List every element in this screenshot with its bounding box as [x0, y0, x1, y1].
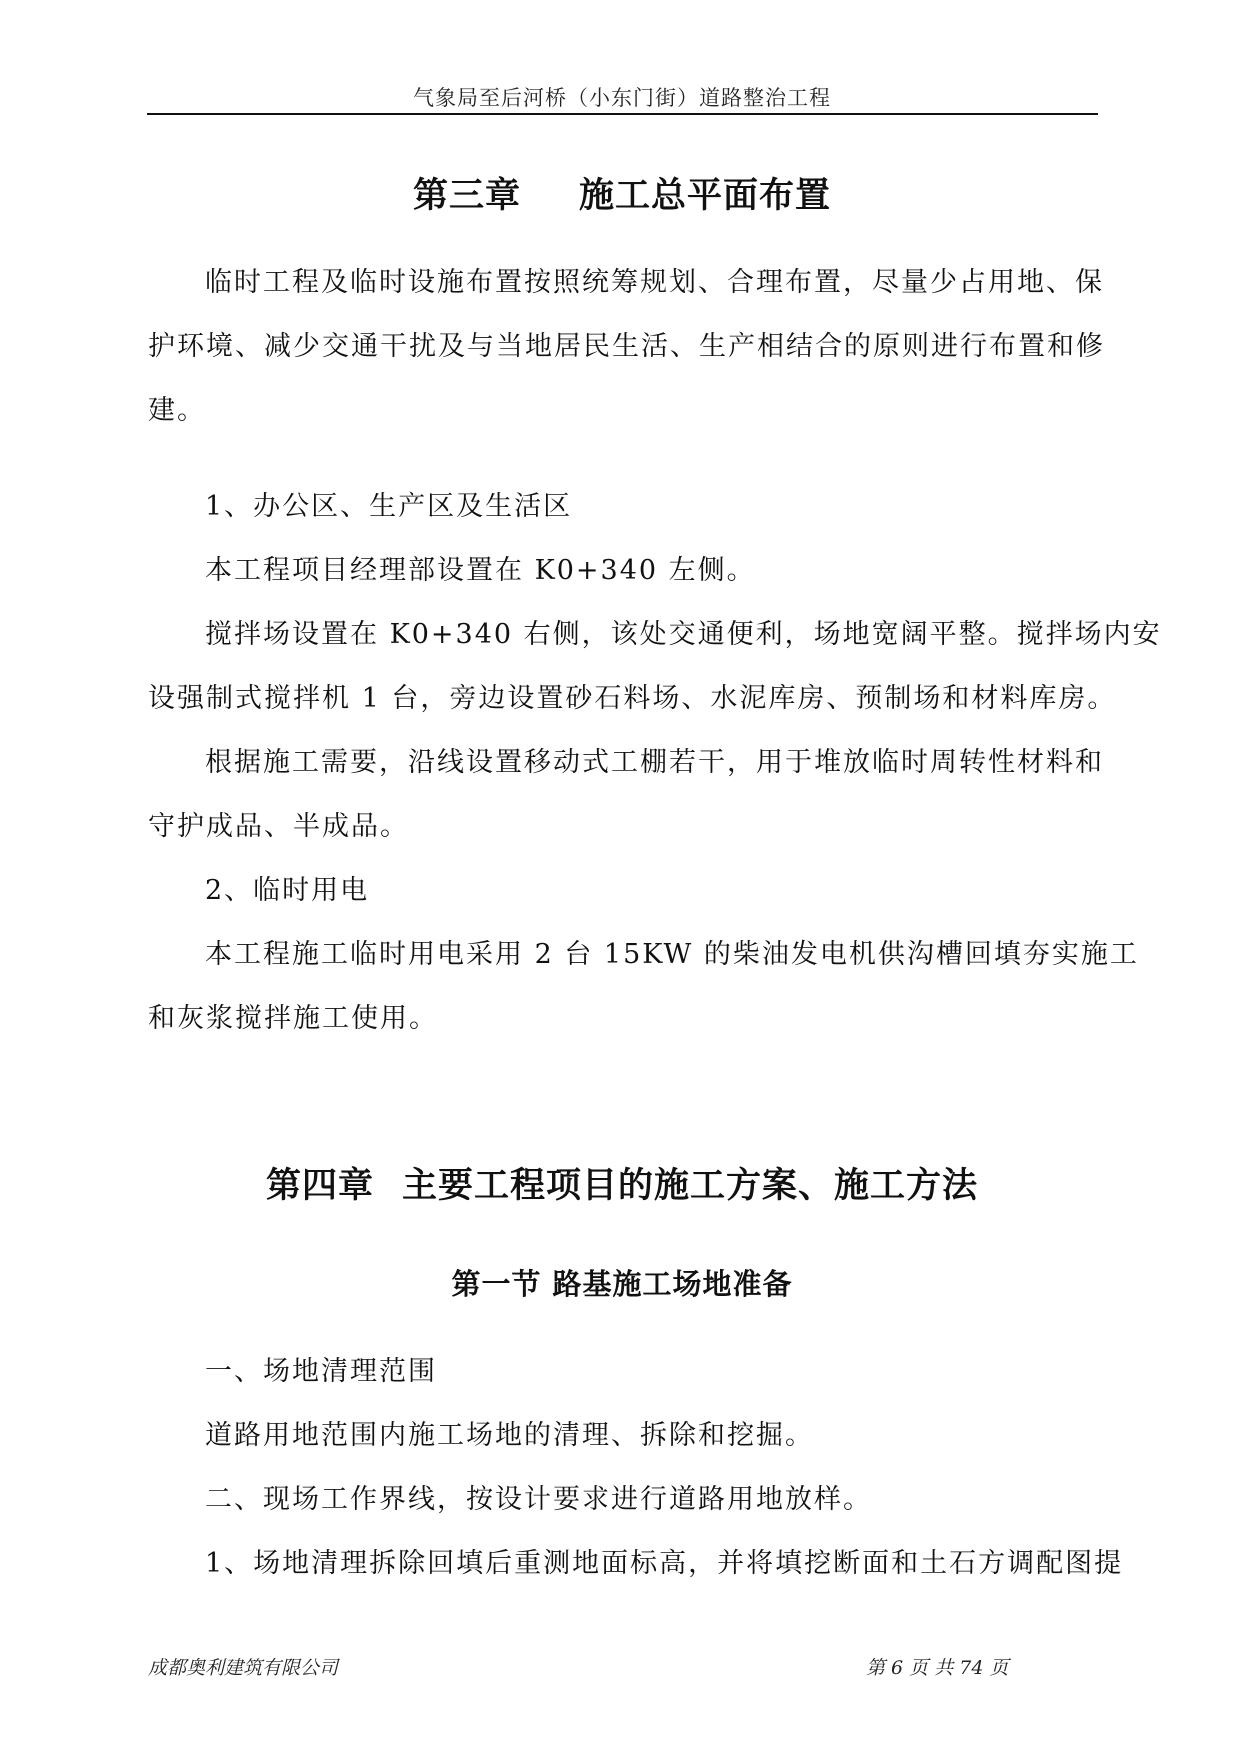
chapter-3-title: [148, 174, 1096, 218]
site-clearing-text: 道路用地范围内施工场地的清理、拆除和挖掘。: [205, 1420, 814, 1451]
chapter-3-prefix: 第三章: [412, 175, 521, 216]
header-divider: [147, 113, 1098, 115]
intro-line-3: 建。: [148, 395, 206, 426]
intro-line-1: 临时工程及临时设施布置按照统筹规划、合理布置，尽量少占用地、保: [205, 267, 1104, 298]
power-paragraph: [148, 923, 1139, 1051]
power-line-2: 和灰浆搅拌施工使用。: [148, 1003, 438, 1034]
mixing-plant-paragraph: [148, 603, 1162, 731]
header-title: 气象局至后河桥（小东门街）道路整治工程: [413, 86, 831, 110]
chapter-4-main: 主要工程项目的施工方案、施工方法: [402, 1165, 979, 1206]
section-1-title: 第一节 路基施工场地准备: [451, 1267, 793, 1301]
chapter-3-main: 施工总平面布置: [579, 175, 832, 216]
site-clearing-heading: 一、场地清理范围: [205, 1356, 437, 1387]
shed-line-2: 守护成品、半成品。: [148, 811, 409, 842]
power-line-1: 本工程施工临时用电采用 2 台 15KW 的柴油发电机供沟槽回填夯实施工: [205, 939, 1139, 970]
shed-line-1: 根据施工需要，沿线设置移动式工棚若干，用于堆放临时周转性材料和: [205, 747, 1104, 778]
item-1-text: 本工程项目经理部设置在 K0+340 左侧。: [205, 555, 756, 586]
intro-line-2: 护环境、减少交通干扰及与当地居民生活、生产相结合的原则进行布置和修: [148, 331, 1105, 362]
footer-company: 成都奥利建筑有限公司: [148, 1657, 339, 1679]
footer-page-number: 第 6 页 共 74 页: [866, 1657, 1009, 1679]
item-2-heading: 2、临时用电: [205, 875, 370, 906]
intro-paragraph: [148, 251, 1116, 443]
remeasure-text: 1、场地清理拆除回填后重测地面标高，并将填挖断面和土石方调配图提: [205, 1548, 1124, 1579]
mixing-line-1: 搅拌场设置在 K0+340 右侧，该处交通便利，场地宽阔平整。搅拌场内安: [205, 619, 1162, 650]
work-boundary-heading: 二、现场工作界线，按设计要求进行道路用地放样。: [205, 1484, 872, 1515]
chapter-4-title: [148, 1164, 1096, 1208]
item-1-heading: 1、办公区、生产区及生活区: [205, 491, 573, 522]
chapter-4-prefix: 第四章: [265, 1165, 374, 1206]
shed-paragraph: [148, 731, 1116, 859]
mixing-line-2: 设强制式搅拌机 1 台，旁边设置砂石料场、水泥库房、预制场和材料库房。: [148, 683, 1117, 714]
